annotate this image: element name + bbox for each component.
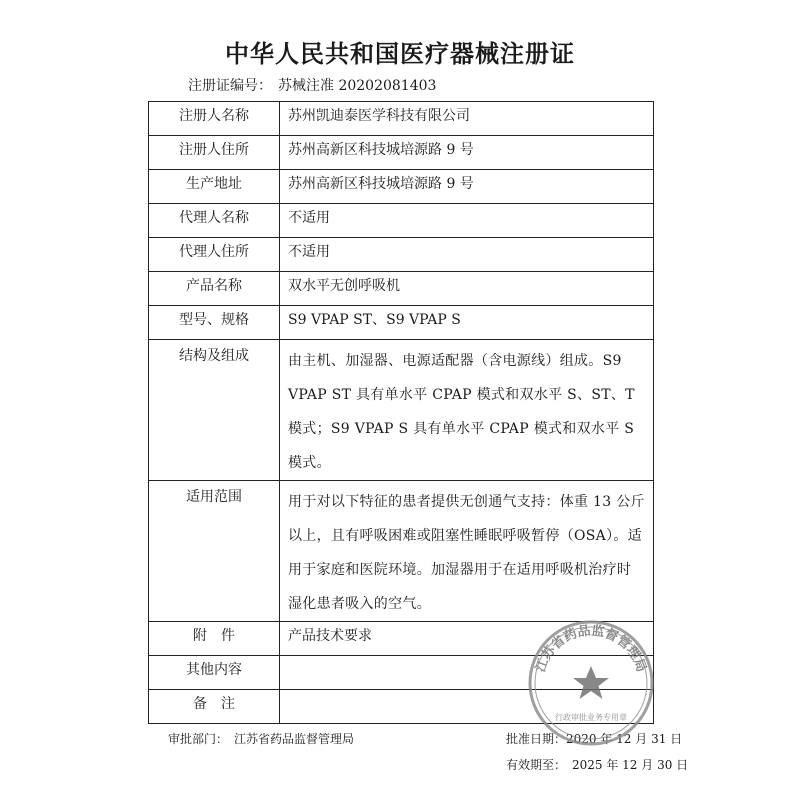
registration-number-value: 苏械注准 20202081403	[278, 78, 437, 94]
table-row	[149, 136, 654, 170]
row-label: 附 件	[149, 622, 280, 656]
row-label: 适用范围	[186, 489, 242, 505]
table-row	[149, 238, 654, 272]
valid-until-date: 有效期至： 2025 年 12 月 30 日	[506, 758, 689, 772]
table-row	[149, 272, 654, 306]
table-row	[149, 306, 654, 340]
row-value: 由主机、加湿器、电源适配器（含电源线）组成。S9 VPAP ST 具有单水平 CPAP 模式和双水平 S、ST、T 模式；S9 VPAP S 具有单水平 CPAP 模式和双水平 S 模式。	[288, 353, 635, 471]
approval-date: 批准日期：2020 年 12 月 31 日	[506, 732, 683, 746]
row-label: 结构及组成	[179, 348, 249, 364]
row-value: 不适用	[280, 204, 654, 238]
row-label: 代理人名称	[149, 204, 280, 238]
row-label: 型号、规格	[149, 306, 280, 340]
row-label: 代理人住所	[149, 238, 280, 272]
registration-number-line	[188, 75, 442, 95]
row-label: 注册人名称	[149, 102, 280, 136]
row-value: 苏州高新区科技城培源路 9 号	[280, 136, 654, 170]
table-row	[149, 481, 654, 622]
row-value: 双水平无创呼吸机	[280, 272, 654, 306]
certificate-title: 中华人民共和国医疗器械注册证	[225, 40, 575, 68]
row-value: 苏州凯迪泰医学科技有限公司	[280, 102, 654, 136]
row-value: 苏州高新区科技城培源路 9 号	[280, 170, 654, 204]
stamp-text-bottom: 行政审批业务专用章	[555, 713, 627, 722]
row-value: 产品技术要求	[280, 622, 654, 656]
registration-number-label: 注册证编号：	[188, 78, 272, 94]
row-value: 不适用	[280, 238, 654, 272]
row-label: 其他内容	[149, 656, 280, 690]
row-value: S9 VPAP ST、S9 VPAP S	[280, 306, 654, 340]
table-row	[149, 204, 654, 238]
table-row	[149, 170, 654, 204]
official-seal-stamp	[526, 618, 656, 748]
table-row	[149, 340, 654, 481]
row-label: 产品名称	[149, 272, 280, 306]
star-icon	[573, 666, 609, 699]
row-value: 用于对以下特征的患者提供无创通气支持：体重 13 公斤以上，且有呼吸困难或阻塞性睡眠呼吸暂停（OSA）。适用于家庭和医院环境。加湿器用于在适用呼吸机治疗时湿化患者吸入的空气。	[288, 494, 645, 612]
row-label: 生产地址	[149, 170, 280, 204]
table-row	[149, 102, 654, 136]
row-label: 注册人住所	[149, 136, 280, 170]
approval-authority: 审批部门： 江苏省药品监督管理局	[168, 732, 355, 746]
row-label: 备 注	[149, 690, 280, 724]
stamp-text-top: 江苏省药品监督管理局	[533, 623, 649, 675]
